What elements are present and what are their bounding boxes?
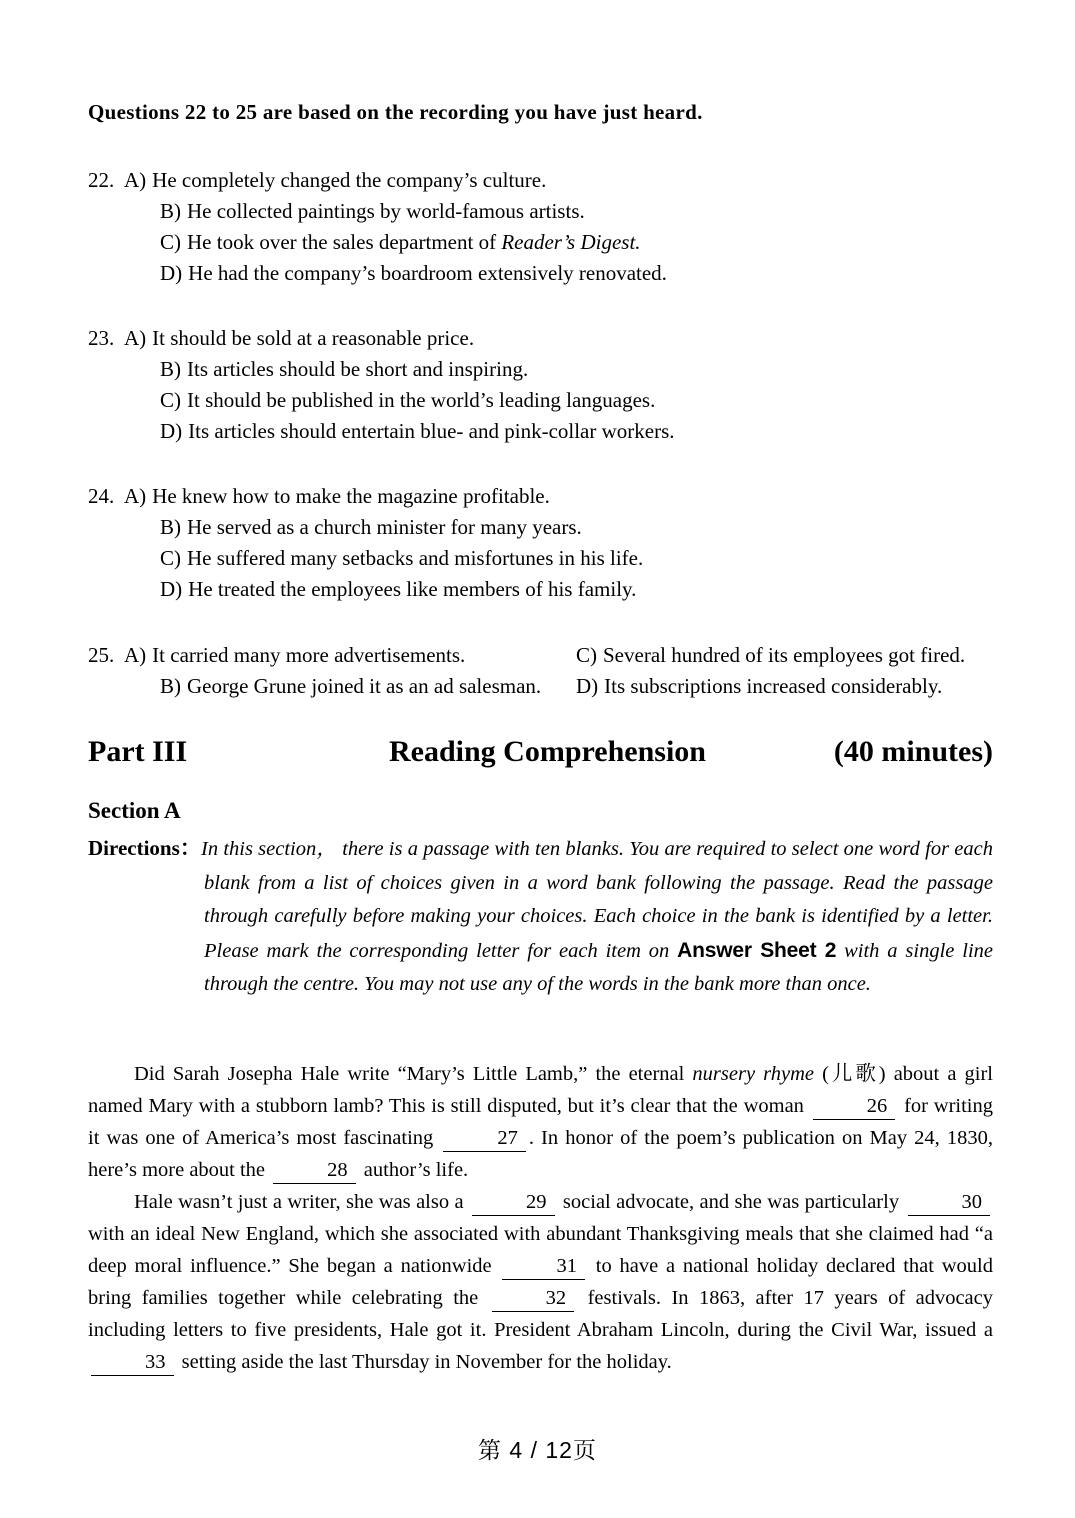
option-letter: A): [124, 326, 147, 350]
option-text: It should be published in the world’s leading languages.: [187, 388, 656, 412]
option-letter: D): [160, 261, 183, 285]
question-number: 22.: [88, 168, 115, 192]
option-letter: A): [124, 484, 147, 508]
question-25: [88, 640, 998, 702]
option-text: He took over the sales department of Reader’s Digest.: [187, 230, 641, 254]
blank-27[interactable]: 27: [443, 1125, 526, 1152]
question-option-row[interactable]: [88, 354, 998, 385]
part-title: Reading Comprehension: [389, 735, 706, 768]
option-letter: B): [160, 674, 181, 698]
option-letter: C): [160, 388, 181, 412]
option-text: He had the company’s boardroom extensively renovated.: [188, 261, 667, 285]
option-letter: B): [160, 357, 181, 381]
passage-paragraph-1: [88, 1058, 993, 1186]
directions-text-second: with a single line through the centre. You may not use any of the words in the bank more than once.: [204, 939, 994, 995]
question-option-row[interactable]: [88, 671, 998, 702]
option-cell[interactable]: [576, 671, 942, 702]
question-option-row[interactable]: [88, 574, 998, 605]
passage-gloss: (儿歌): [814, 1063, 886, 1085]
option-text: George Grune joined it as an ad salesman.: [187, 674, 542, 698]
questions-instruction: Questions 22 to 25 are based on the recording you have just heard.: [88, 100, 703, 124]
question-23: [88, 323, 998, 447]
option-text: He suffered many setbacks and misfortunes in his life.: [187, 546, 644, 570]
passage-text: social advocate, and she was particularly: [557, 1191, 905, 1213]
option-cell[interactable]: [88, 671, 576, 702]
answer-sheet-label: Answer Sheet 2: [677, 938, 837, 962]
passage-italic-term: nursery rhyme: [692, 1063, 814, 1085]
passage-text: with an ideal New England, which she associated with abundant Thanksgiving meals that she claimed had “a deep moral influence.” She began a nationwide: [88, 1223, 993, 1277]
passage-text: Hale wasn’t just a writer, she was also a: [134, 1191, 470, 1213]
directions-block: [88, 832, 993, 1002]
directions-label: Directions：: [88, 836, 201, 860]
question-option-row[interactable]: [88, 196, 998, 227]
passage-text: festivals. In 1863, after 17 years of advocacy including letters to five presidents, Hale got it. President Abraham Lincoln, during the Civil War, issued a: [88, 1287, 993, 1341]
passage-text: for writing it was one of America’s most fascinating: [88, 1095, 993, 1149]
option-text: He knew how to make the magazine profitable.: [152, 484, 550, 508]
directions-paragraph: [88, 832, 993, 1002]
option-text: Several hundred of its employees got fired.: [603, 643, 966, 667]
question-22: [88, 165, 998, 289]
option-text: Its articles should be short and inspiring.: [187, 357, 529, 381]
question-option-row[interactable]: [88, 640, 998, 671]
page-footer: 第 4 / 12页: [478, 1437, 597, 1463]
question-option-row[interactable]: [88, 227, 998, 258]
blank-30[interactable]: 30: [908, 1189, 991, 1216]
passage-text: . In honor of the poem’s publication on May 24, 1830, here’s more about the: [88, 1127, 993, 1181]
passage-text: Did Sarah Josepha Hale write “Mary’s Little Lamb,” the eternal: [134, 1063, 693, 1085]
option-cell[interactable]: [576, 640, 965, 671]
question-option-row[interactable]: [88, 258, 998, 289]
option-text: He served as a church minister for many years.: [187, 515, 582, 539]
question-option-row[interactable]: [88, 165, 998, 196]
option-text: It carried many more advertisements.: [152, 643, 466, 667]
part-heading: [88, 735, 993, 769]
part-time: (40 minutes): [833, 735, 993, 768]
magazine-title: Reader’s Digest.: [501, 230, 641, 254]
option-letter: A): [124, 643, 147, 667]
question-number: 23.: [88, 326, 115, 350]
option-letter: D): [576, 674, 599, 698]
option-letter: C): [576, 643, 597, 667]
passage-text: author’s life.: [358, 1159, 469, 1181]
blank-26[interactable]: 26: [813, 1093, 896, 1120]
directions-text-first: In this section， there is a passage with ten blanks. You are required to select one word for each blank from a list of choices given in a word bank following the passage. Read the passage through carefully before making your choices. Each choice in the bank is identified by a letter. Please mark the corresponding letter for each item on: [201, 838, 993, 962]
passage-text: to have a national holiday declared that would bring families together while celebrating the: [88, 1255, 993, 1309]
question-number: 24.: [88, 484, 115, 508]
option-letter: D): [160, 577, 183, 601]
blank-29[interactable]: 29: [472, 1189, 555, 1216]
question-option-row[interactable]: [88, 543, 998, 574]
option-letter: A): [124, 168, 147, 192]
option-letter: C): [160, 546, 181, 570]
section-heading: Section A: [88, 798, 181, 823]
option-cell[interactable]: [88, 640, 576, 671]
option-text: He collected paintings by world-famous artists.: [187, 199, 585, 223]
option-text: Its subscriptions increased considerably.: [604, 674, 943, 698]
question-option-row[interactable]: [88, 385, 998, 416]
passage-text: about a girl named Mary with a stubborn lamb? This is still disputed, but it’s clear that the woman: [88, 1063, 993, 1117]
question-option-row[interactable]: [88, 416, 998, 447]
option-letter: B): [160, 199, 181, 223]
question-option-row[interactable]: [88, 481, 998, 512]
question-24: [88, 481, 998, 605]
question-option-row[interactable]: [88, 512, 998, 543]
option-letter: D): [160, 419, 183, 443]
blank-32[interactable]: 32: [492, 1285, 575, 1312]
passage-block: [88, 1058, 993, 1378]
question-number: 25.: [88, 643, 115, 667]
option-text: Its articles should entertain blue- and pink-collar workers.: [188, 419, 675, 443]
option-text: It should be sold at a reasonable price.: [152, 326, 475, 350]
option-letter: C): [160, 230, 181, 254]
passage-paragraph-2: [88, 1186, 993, 1378]
question-option-row[interactable]: [88, 323, 998, 354]
passage-text: setting aside the last Thursday in November for the holiday.: [176, 1351, 672, 1373]
blank-33[interactable]: 33: [91, 1349, 174, 1376]
blank-28[interactable]: 28: [273, 1157, 356, 1184]
option-text: He treated the employees like members of his family.: [188, 577, 637, 601]
option-text: He completely changed the company’s culture.: [152, 168, 547, 192]
blank-31[interactable]: 31: [502, 1253, 585, 1280]
option-letter: B): [160, 515, 181, 539]
part-label: Part III: [88, 735, 188, 768]
